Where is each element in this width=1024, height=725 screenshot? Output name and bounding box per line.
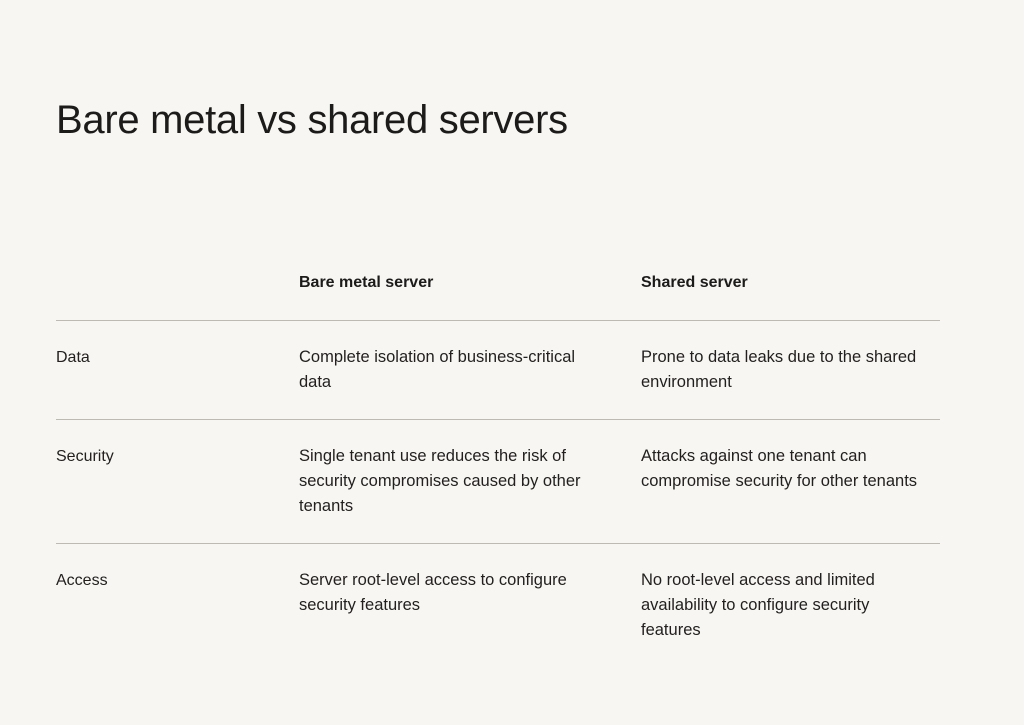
- cell-data-bare-metal: Complete isolation of business-critical data: [299, 348, 576, 391]
- table-row: [56, 543, 940, 667]
- table-header-bare-metal: Bare metal server: [299, 274, 434, 291]
- row-label-security: Security: [56, 448, 114, 465]
- cell-access-bare-metal: Server root-level access to configure security features: [299, 571, 567, 614]
- table-row: [56, 419, 940, 543]
- table-header-shared: Shared server: [641, 274, 748, 291]
- cell-access-shared: No root-level access and limited availability to configure security features: [641, 571, 875, 639]
- row-label-data: Data: [56, 349, 90, 366]
- page-title: Bare metal vs shared servers: [56, 97, 568, 142]
- comparison-table: [56, 272, 940, 667]
- cell-security-bare-metal: Single tenant use reduces the risk of security compromises caused by other tenants: [299, 447, 581, 515]
- cell-data-shared: Prone to data leaks due to the shared environment: [641, 348, 917, 391]
- cell-security-shared: Attacks against one tenant can compromise security for other tenants: [641, 447, 918, 490]
- table-row: [56, 320, 940, 419]
- row-label-access: Access: [56, 572, 108, 589]
- table-header-row: [56, 272, 940, 320]
